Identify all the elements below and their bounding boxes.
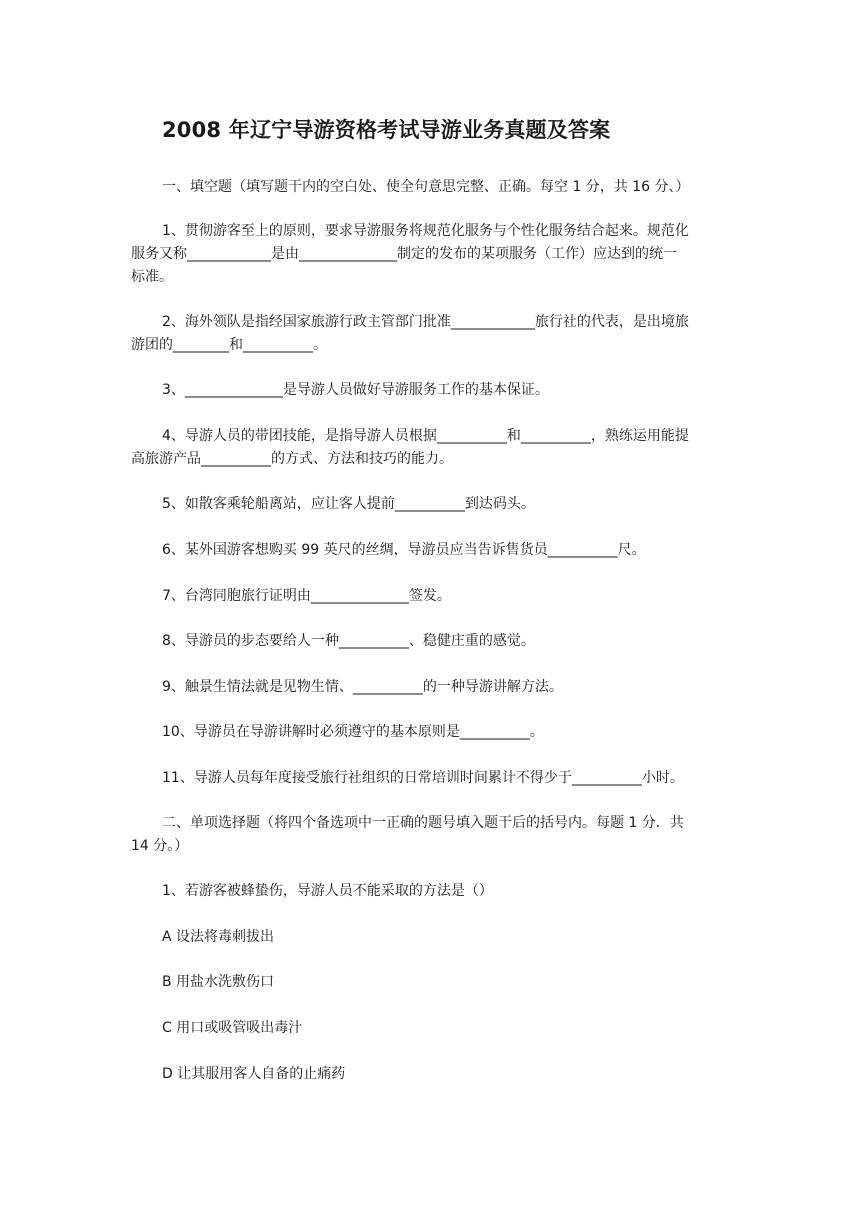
question-5: 5、如散客乘轮船离站，应让客人提前__________到达码头。 [162, 496, 535, 512]
choice-option-b: B 用盐水洗敷伤口 [162, 974, 275, 990]
choice-option-a: A 设法将毒刺拔出 [162, 929, 275, 945]
question-4-line-1: 4、导游人员的带团技能，是指导游人员根据__________和__________，熟练运用能提 [162, 428, 689, 444]
question-1-line-3: 标准。 [131, 269, 173, 285]
choice-option-d: D 让其服用客人自备的止痛药 [162, 1066, 346, 1082]
question-4-line-2: 高旅游产品__________的方式、方法和技巧的能力。 [131, 451, 453, 467]
document-title: 2008 年辽宁导游资格考试导游业务真题及答案 [162, 118, 611, 142]
section1-heading: 一、填空题（填写题干内的空白处、使全句意思完整、正确。每空 1 分，共 16 分、） [162, 179, 690, 195]
question-10: 10、导游员在导游讲解时必须遵守的基本原则是__________。 [162, 724, 544, 740]
question-1-line-2: 服务又称____________是由______________制定的发布的某项服务（工作）应达到的统一 [131, 246, 677, 262]
section2-heading-line-2: 14 分。） [131, 838, 189, 854]
question-8: 8、导游员的步态要给人一种__________、稳健庄重的感觉。 [162, 633, 535, 649]
question-1-line-1: 1、贯彻游客至上的原则，要求导游服务将规范化服务与个性化服务结合起来。规范化 [162, 223, 689, 239]
choice-option-c: C 用口或吸管吸出毒汁 [162, 1020, 303, 1036]
section2-heading-line-1: 二、单项选择题（将四个备选项中一正确的题号填入题干后的括号内。每题 1 分．共 [162, 815, 684, 831]
question-6: 6、某外国游客想购买 99 英尺的丝绸，导游员应当告诉售货员__________尺。 [162, 542, 646, 558]
question-2-line-2: 游团的________和__________。 [131, 337, 327, 353]
question-2-line-1: 2、海外领队是指经国家旅游行政主管部门批准____________旅行社的代表，是出境旅 [162, 314, 689, 330]
question-11: 11、导游人员每年度接受旅行社组织的日常培训时间累计不得少于__________小时。 [162, 770, 684, 786]
question-3: 3、______________是导游人员做好导游服务工作的基本保证。 [162, 382, 549, 398]
question-9: 9、触景生情法就是见物生情、__________的一种导游讲解方法。 [162, 679, 563, 695]
choice-question-1-stem: 1、若游客被蜂蛰伤，导游人员不能采取的方法是（） [162, 883, 493, 899]
question-7: 7、台湾同胞旅行证明由______________签发。 [162, 588, 451, 604]
